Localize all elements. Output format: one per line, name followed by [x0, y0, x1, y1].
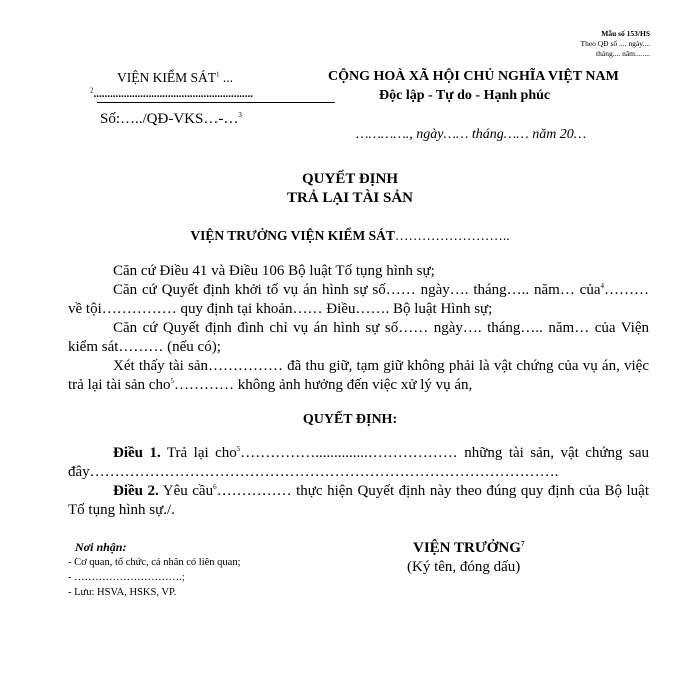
- article-1-label: Điều 1.: [113, 445, 161, 461]
- recipient-item: - ………………………….;: [68, 572, 185, 583]
- unit-underline: [97, 102, 335, 103]
- footnote-7: 7: [520, 540, 525, 548]
- footnote-5b: 5: [236, 445, 241, 453]
- unit-dots: ..........................................................: [93, 88, 253, 100]
- form-note: [580, 29, 650, 59]
- recipient-item: - Cơ quan, tổ chức, cá nhân có liên quan;: [68, 557, 241, 568]
- legal-basis-3: Căn cứ Quyết định đình chỉ vụ án hình sự số…… ngày…. tháng….. năm… của Viện kiểm sát……… (nếu có);: [68, 320, 649, 355]
- place-date: …………., ngày…… tháng…… năm 20…: [356, 127, 587, 142]
- footnote-5: 5: [170, 377, 174, 385]
- article-2-label: Điều 2.: [113, 483, 159, 499]
- article-2: Điều 2. Yêu cầu$^6$…………… thực hiện Quyết định này theo đúng quy định của Bộ luật Tố tụng hình sự./.: [68, 483, 650, 518]
- document-number: Số:…../QĐ-VKS…-…$^3$: [100, 111, 242, 127]
- legal-basis-1: Căn cứ Điều 41 và Điều 106 Bộ luật Tố tụng hình sự;: [113, 263, 435, 279]
- document-title: QUYẾT ĐỊNH: [302, 171, 398, 187]
- signature-note: (Ký tên, đóng dấu): [407, 559, 521, 575]
- form-reference: Theo QĐ số .... ngày....: [580, 39, 650, 48]
- signature-title: VIỆN TRƯỞNG$^7$: [413, 540, 525, 556]
- authority-line: [0, 228, 700, 244]
- footnote-1: 1: [216, 70, 220, 79]
- consideration: Xét thấy tài sản…………… đã thu giữ, tạm giữ không phải là vật chứng của vụ án, việc trả lại tài sản cho$^5$………… không ảnh hưởng đến việc xử lý vụ án,: [68, 358, 649, 393]
- footnote-2: 2: [90, 86, 94, 95]
- authority-dots: ……………………..: [394, 228, 510, 243]
- issuing-unit: [90, 88, 253, 100]
- form-number: Mẫu số 153/HS: [601, 29, 650, 38]
- national-title: CỘNG HOÀ XÃ HỘI CHỦ NGHĨA VIỆT NAM: [328, 69, 619, 84]
- recipients-heading: Nơi nhận:: [75, 540, 127, 554]
- agency-name: VIỆN KIỂM SÁT: [117, 70, 216, 85]
- footnote-6: 6: [213, 483, 217, 491]
- agency-name-tail: ...: [219, 70, 233, 85]
- form-reference-date: tháng.... năm........: [596, 49, 650, 58]
- article-1: Điều 1. Trả lại cho$^5$……………..............……………… những tài sản, vật chứng sau đây………………………………………………………………………………….: [68, 445, 649, 480]
- recipient-item: - Lưu: HSVA, HSKS, VP.: [68, 587, 177, 598]
- national-motto: Độc lập - Tự do - Hạnh phúc: [379, 88, 551, 103]
- authority-title: VIỆN TRƯỞNG VIỆN KIỂM SÁT: [190, 228, 395, 243]
- issuing-agency: [117, 70, 233, 86]
- decision-heading: QUYẾT ĐỊNH:: [302, 412, 398, 427]
- document-subtitle: TRẢ LẠI TÀI SẢN: [286, 190, 413, 206]
- legal-basis-2: Căn cứ Quyết định khởi tố vụ án hình sự số…… ngày…. tháng….. năm… của$^4$……… về tội…………… quy định tại khoản…… Điều……. Bộ luật Hình sự;: [68, 282, 649, 317]
- footnote-4: 4: [600, 282, 604, 290]
- footnote-3: 3: [238, 111, 242, 119]
